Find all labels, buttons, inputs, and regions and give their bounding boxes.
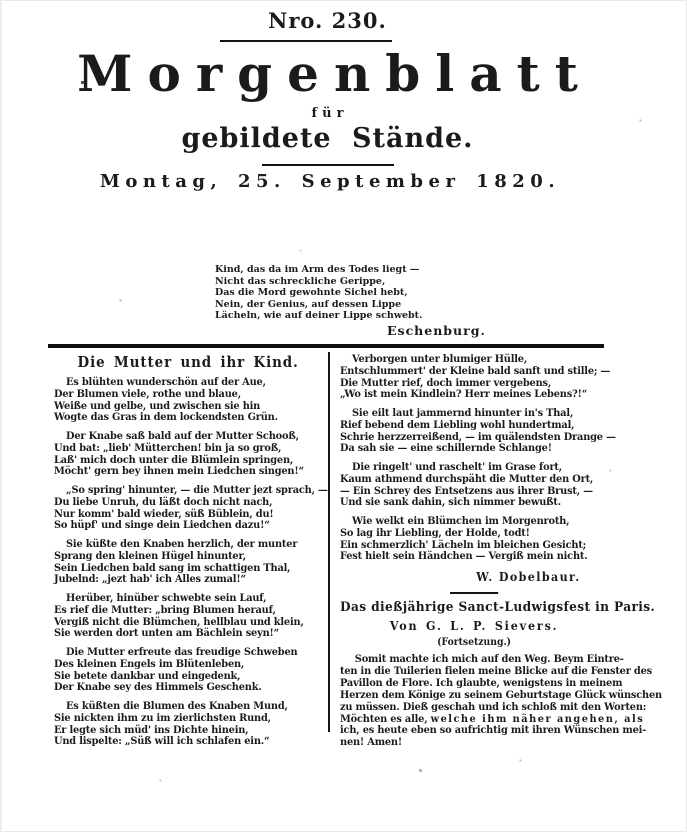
poem-line: Wogte das Gras in dem lockendsten Grün. — [54, 411, 278, 424]
poem-line: „Wo ist mein Kindlein? Herr meines Lebens?!“ — [340, 388, 588, 401]
stanza — [340, 353, 611, 401]
article-continuation-note: (Fortsetzung.) — [437, 637, 512, 648]
stanza — [54, 377, 322, 424]
stanza — [54, 539, 322, 586]
epigraph-attribution: Eschenburg. — [387, 322, 486, 338]
poem-line: Möcht' gern bey ihnen mein Liedchen singen!“ — [54, 465, 304, 478]
poem-line: Kaum athmend durchspäht die Mutter den Ort, — [340, 472, 594, 485]
prose-text: Möchten es alle, — [340, 712, 431, 725]
poem-line: Da sah sie — eine schillernde Schlange! — [340, 442, 552, 455]
poem-line: Nur komm' bald wieder, süß Büblein, du! — [54, 507, 274, 520]
left-column — [54, 354, 328, 755]
poem-title: Die Mutter und ihr Kind. — [77, 354, 299, 371]
poem-line: Herüber, hinüber schwebte sein Lauf, — [66, 592, 267, 604]
newspaper-subtitle-staende: gebildete Stände. — [181, 123, 474, 154]
newspaper-title: Morgenblatt — [77, 44, 593, 103]
poem-line: Die Mutter erfreute das freudige Schweben — [66, 646, 298, 658]
poem-line: Der Knabe saß bald auf der Mutter Schooß, — [66, 430, 299, 442]
poem-line: Der Knabe sey des Himmels Geschenk. — [54, 681, 262, 694]
poem-line: Es rief die Mutter: „bring Blumen herauf, — [54, 603, 276, 616]
prose-text: zu müssen. Dieß geschah und ich schloß mit den Worten: — [340, 700, 647, 713]
poem-line: Schrie herzzerreißend, — im quälendsten Drange — — [340, 430, 616, 443]
poem-line: Die ringelt' und raschelt' im Grase fort, — [352, 461, 562, 473]
article-title: Das dießjährige Sanct-Ludwigsfest in Paris. — [340, 600, 656, 615]
emphasized-text: welche ihm näher angehen, als — [430, 712, 645, 725]
dateline: Montag, 25. September 1820. — [99, 171, 561, 192]
prose-text: Somit machte ich mich auf den Weg. Beym Eintre- — [354, 653, 624, 665]
epigraph-line: Lächeln, wie auf deiner Lippe schwebt. — [215, 310, 423, 322]
main-horizontal-rule — [48, 344, 604, 348]
prose-text: ten in die Tuilerien fielen meine Blicke auf die Fenster des — [340, 664, 652, 677]
prose-text: ich, es heute eben so aufrichtig mit ihren Wünschen mei- — [340, 724, 647, 737]
poem-line: Sie werden dort unten am Bächlein seyn!“ — [54, 627, 280, 640]
poem-line: Sprang den kleinen Hügel hinunter, — [54, 549, 246, 562]
poem-line: Sie eilt laut jammernd hinunter in's Thal, — [352, 407, 574, 419]
poem-line: Sie küßte den Knaben herzlich, der munter — [66, 538, 298, 550]
poem-line: Sie nickten ihm zu im zierlichsten Rund, — [54, 711, 271, 724]
header-rule-top — [220, 40, 392, 42]
stanza — [340, 516, 608, 563]
epigraph-line: Kind, das da im Arm des Todes liegt — — [215, 264, 420, 275]
prose-text: nen! Amen! — [340, 736, 402, 749]
poem-line: — Ein Schrey des Entsetzens aus ihrer Brust, — — [340, 484, 593, 497]
poem-line: Der Blumen viele, rothe und blaue, — [54, 387, 241, 400]
article-prose — [340, 653, 662, 749]
epigraph — [215, 264, 495, 337]
stanza — [54, 431, 322, 478]
right-column — [340, 353, 662, 749]
poem-line: Sein Liedchen bald sang im schattigen Thal, — [54, 561, 291, 574]
stanza — [54, 701, 322, 748]
epigraph-line: Das die Mord gewohnte Sichel hebt, — [215, 287, 408, 299]
prose-text: Herzen dem Könige zu seinem Geburtstage Glück wünschen — [340, 688, 662, 701]
poem-line: Er legte sich müd' ins Dichte hinein, — [54, 723, 249, 736]
poem-line: Es küßten die Blumen des Knaben Mund, — [66, 700, 288, 712]
epigraph-line: Nein, der Genius, auf dessen Lippe — [215, 298, 402, 310]
poem-line: Sie betete dankbar und eingedenk, — [54, 669, 241, 682]
prose-text: Pavillon de Flore. Ich glaubte, wenigstens in meinem — [340, 676, 623, 689]
stanza — [340, 407, 616, 455]
poem-line: Fest hielt sein Händchen — Vergiß mein nicht. — [340, 550, 588, 563]
stanza — [54, 593, 322, 640]
poem-line: Vergiß nicht die Blümchen, hellblau und klein, — [54, 615, 304, 628]
header-rule-bottom — [262, 164, 394, 166]
poem-line: Die Mutter rief, doch immer vergebens, — [340, 376, 552, 389]
poem-line: „So spring' hinunter, — die Mutter jezt sprach, — — [66, 484, 328, 496]
poem-line: Ein schmerzlich' Lächeln im bleichen Gesicht; — [340, 538, 587, 551]
poem-line: Es blühten wunderschön auf der Aue, — [66, 376, 266, 388]
poem-attribution: W. Dobelbaur. — [476, 570, 581, 584]
scan-specks — [0, 0, 1, 1]
poem-line: Laß' mich doch unter die Blümlein springen, — [54, 453, 294, 466]
poem-right-stanzas — [340, 353, 616, 563]
issue-number: Nro. 230. — [268, 8, 387, 33]
poem-line: Wie welkt ein Blümchen im Morgenroth, — [352, 515, 570, 527]
article-separator-rule — [450, 592, 498, 594]
poem-line: So lag ihr Liebling, der Holde, todt! — [340, 526, 530, 539]
poem-line: Du liebe Unruh, du läßt doch nicht nach, — [54, 495, 273, 508]
poem-line: Rief bebend dem Liebling wohl hundertmal, — [340, 418, 575, 431]
poem-line: Weiße und gelbe, und zwischen sie hin — [54, 399, 261, 412]
stanza — [54, 484, 328, 532]
column-divider-rule — [328, 352, 330, 732]
stanza — [54, 647, 322, 694]
poem-line: Jubelnd: „jezt hab' ich Alles zumal!“ — [54, 573, 246, 586]
stanza — [340, 462, 608, 509]
poem-line: Und lispelte: „Süß will ich schlafen ein.“ — [54, 735, 270, 748]
masthead — [40, 0, 615, 192]
article-byline: Von G. L. P. Sievers. — [389, 619, 559, 633]
poem-line: Verborgen unter blumiger Hülle, — [352, 353, 528, 365]
poem-left-stanzas — [54, 376, 328, 748]
poem-line: Und bat: „lieb' Mütterchen! bin ja so groß, — [54, 441, 282, 454]
epigraph-lines — [215, 264, 495, 322]
epigraph-line: Nicht das schreckliche Gerippe, — [215, 275, 386, 287]
poem-line: Des kleinen Engels im Blütenleben, — [54, 657, 245, 670]
poem-line: Und sie sank dahin, sich nimmer bewußt. — [340, 496, 561, 509]
poem-line: So hüpf' und singe dein Liedchen dazu!“ — [54, 519, 270, 532]
poem-line: Entschlummert' der Kleine bald sanft und stille; — — [340, 364, 611, 377]
prose-line — [340, 737, 608, 749]
newspaper-subtitle-fuer: für — [311, 106, 349, 121]
